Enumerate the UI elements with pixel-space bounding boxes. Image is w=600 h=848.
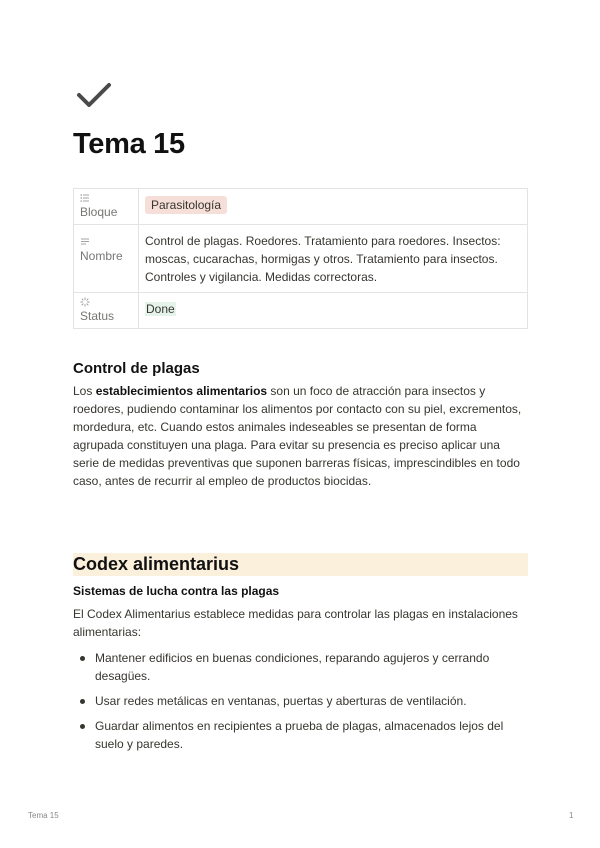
property-value-cell[interactable] — [139, 189, 528, 225]
property-key-label: Nombre — [80, 249, 123, 263]
property-row-status — [74, 293, 528, 329]
property-key-label: Bloque — [80, 205, 118, 219]
bold-phrase: establecimientos alimentarios — [95, 384, 268, 398]
text-lines-icon — [80, 237, 132, 247]
property-row-bloque — [74, 189, 528, 225]
property-key-cell — [74, 225, 139, 293]
property-key-cell — [74, 189, 139, 225]
status-badge[interactable]: Done — [146, 302, 175, 316]
checkmark-icon — [76, 80, 112, 110]
property-value-cell[interactable] — [139, 225, 528, 293]
name-text: Control de plagas. Roedores. Tratamiento para roedores. Insectos: moscas, cucarachas, hormigas y otros. Tratamiento para insectos. Controles y vigilancia. Medidas correctoras. — [145, 234, 501, 284]
properties-table — [73, 188, 528, 329]
property-value-cell[interactable] — [139, 293, 528, 329]
section-control-de-plagas — [73, 360, 528, 490]
list-item: Guardar alimentos en recipientes a prueba de plagas, almacenados lejos del suelo y paredes. — [73, 717, 528, 753]
block-tag[interactable]: Parasitología — [145, 196, 227, 214]
property-row-nombre — [74, 225, 528, 293]
section-heading: Codex alimentarius — [73, 553, 528, 576]
bullet-dot — [80, 724, 85, 729]
page-title: Tema 15 — [73, 128, 185, 160]
subsection-heading: Sistemas de lucha contra las plagas — [73, 584, 280, 598]
footer-page-number: 1 — [569, 811, 574, 820]
section-intro: El Codex Alimentarius establece medidas para controlar las plagas en instalaciones alimentarias: — [73, 607, 518, 639]
list-item: Mantener edificios en buenas condiciones, reparando agujeros y cerrando desagües. — [73, 649, 528, 685]
bullet-dot — [80, 699, 85, 704]
list-item: Usar redes metálicas en ventanas, puertas y aberturas de ventilación. — [73, 692, 528, 710]
section-codex-alimentarius — [73, 553, 528, 760]
property-key-label: Status — [80, 309, 115, 323]
section-paragraph: Los establecimientos alimentarios son un foco de atracción para insectos y roedores, pudiendo contaminar los alimentos por contacto con su piel, excrementos, mordedura, etc. Cuando estos animales indeseables se presentan de forma agrupada constituyen una plaga. Para evitar su presencia es preciso aplicar una serie de medidas preventivas que suponen barreras físicas, imprescindibles en todo caso, antes de recurrir al empleo de productos biocidas. — [73, 384, 522, 488]
list-icon — [80, 193, 132, 203]
section-heading: Control de plagas — [73, 360, 200, 377]
bullet-list — [73, 649, 528, 753]
status-spinner-icon — [80, 297, 132, 307]
bullet-dot — [80, 656, 85, 661]
property-key-cell — [74, 293, 139, 329]
footer-title: Tema 15 — [28, 811, 59, 820]
